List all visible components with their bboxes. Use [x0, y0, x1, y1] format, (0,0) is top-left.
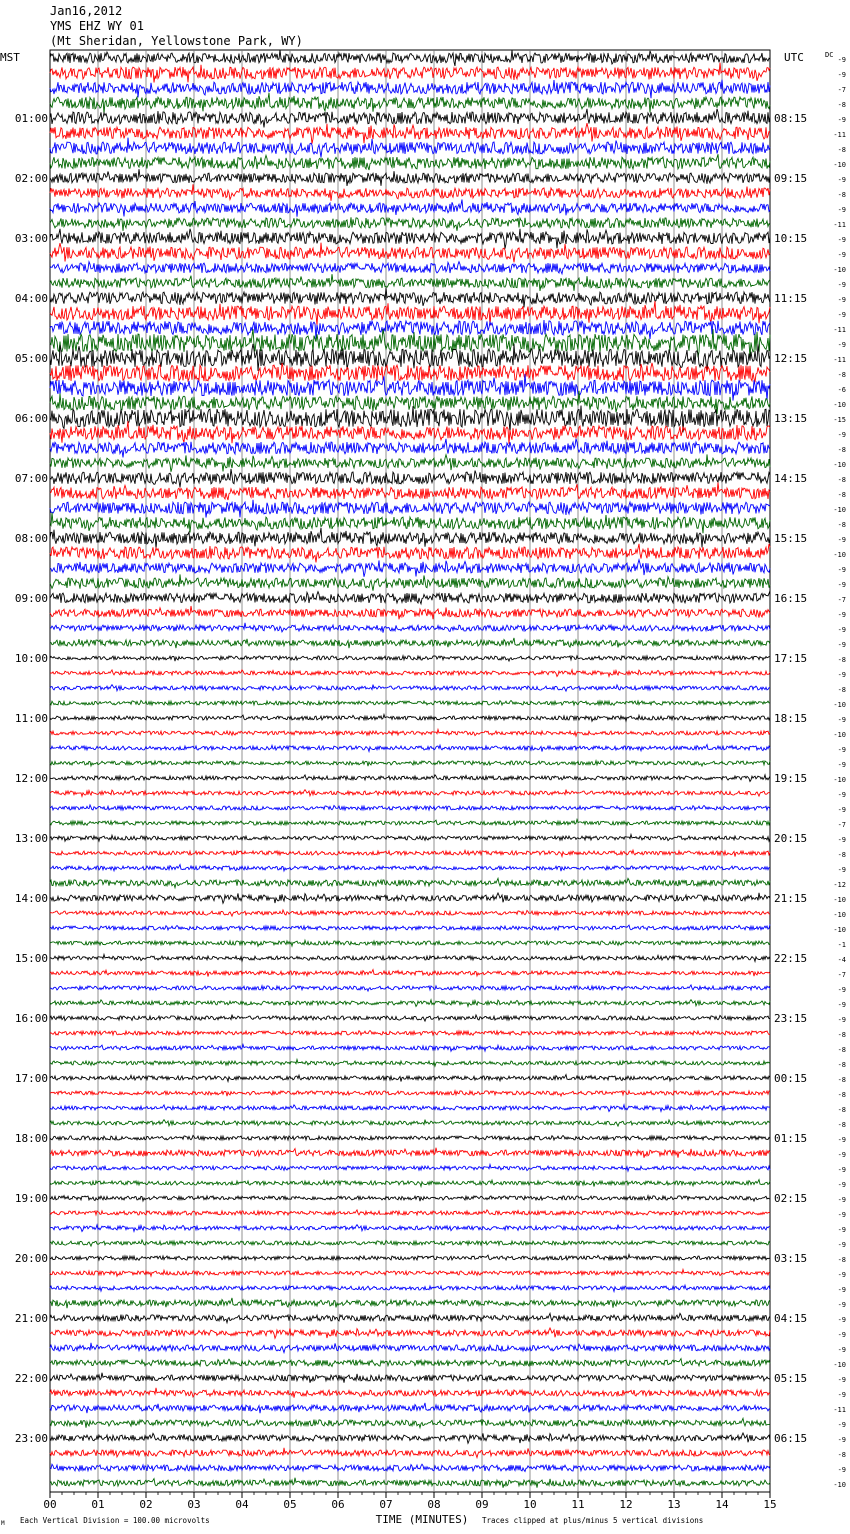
- trace-row: [50, 184, 770, 201]
- trace-row: [50, 985, 770, 991]
- left-hour-label: 12:00: [14, 772, 48, 785]
- vertical-division-note: Each Vertical Division = 100.00 microvolts: [20, 1516, 210, 1525]
- trace-row: [50, 138, 770, 158]
- trace-row: [50, 274, 770, 291]
- row-offset-label: -9: [837, 296, 846, 304]
- row-offset-label: -9: [837, 1421, 846, 1429]
- trace-row: [50, 93, 770, 114]
- right-hour-label: 09:15: [774, 172, 808, 185]
- trace-row: [50, 1298, 770, 1308]
- row-offset-label: -8: [837, 446, 846, 454]
- right-hour-label: 03:15: [774, 1252, 808, 1265]
- row-offset-label: -9: [837, 746, 846, 754]
- x-tick-label: 03: [187, 1498, 201, 1511]
- row-offset-label: -4: [837, 956, 846, 964]
- row-offset-label: -7: [837, 971, 846, 979]
- trace-row: [50, 1165, 770, 1172]
- trace-row: [50, 1210, 770, 1215]
- trace-row: [50, 1313, 770, 1322]
- row-offset-label: -15: [833, 416, 846, 424]
- trace-row: [50, 469, 770, 487]
- right-hour-label: 00:15: [774, 1072, 808, 1085]
- trace-row: [50, 1343, 770, 1353]
- left-hour-label: 07:00: [14, 472, 48, 485]
- trace-row: [50, 1464, 770, 1471]
- row-offset-label: -10: [833, 1361, 846, 1369]
- left-timezone-label: MST: [0, 51, 20, 64]
- trace-row: [50, 638, 770, 648]
- row-offset-label: -9: [837, 1166, 846, 1174]
- right-hour-label: 14:15: [774, 472, 808, 485]
- x-tick-label: 00: [43, 1498, 57, 1511]
- left-hour-label: 21:00: [14, 1312, 48, 1325]
- station-location: (Mt Sheridan, Yellowstone Park, WY): [50, 34, 303, 48]
- row-offset-label: -7: [837, 821, 846, 829]
- clipping-note: Traces clipped at plus/minus 5 vertical divisions: [482, 1516, 704, 1525]
- trace-row: [50, 1328, 770, 1338]
- trace-row: [50, 544, 770, 563]
- row-offset-label: -10: [833, 1481, 846, 1489]
- trace-row: [50, 1433, 770, 1443]
- row-offset-label: -8: [837, 521, 846, 529]
- left-hour-label: 04:00: [14, 292, 48, 305]
- left-hour-label: 01:00: [14, 112, 48, 125]
- trace-row: [50, 63, 770, 83]
- right-hour-label: 21:15: [774, 892, 808, 905]
- trace-row: [50, 560, 770, 577]
- row-offset-label: -9: [837, 116, 846, 124]
- trace-row: [50, 454, 770, 471]
- trace-row: [50, 1478, 770, 1488]
- trace-row: [50, 1418, 770, 1427]
- trace-row: [50, 606, 770, 619]
- x-axis-title: TIME (MINUTES): [375, 1513, 469, 1526]
- left-hour-label: 14:00: [14, 892, 48, 905]
- left-hour-label: 23:00: [14, 1432, 48, 1445]
- trace-row: [50, 80, 770, 99]
- row-offset-label: -8: [837, 1046, 846, 1054]
- trace-row: [50, 970, 770, 977]
- row-offset-label: -9: [837, 236, 846, 244]
- left-hour-label: 05:00: [14, 352, 48, 365]
- row-offset-label: -9: [837, 611, 846, 619]
- right-hour-label: 13:15: [774, 412, 808, 425]
- trace-row: [50, 1045, 770, 1052]
- trace-row: [50, 1403, 770, 1413]
- row-offset-label: -9: [837, 671, 846, 679]
- x-tick-label: 07: [379, 1498, 393, 1511]
- right-hour-label: 20:15: [774, 832, 808, 845]
- row-offset-label: -10: [833, 926, 846, 934]
- row-offset-label: -9: [837, 1211, 846, 1219]
- trace-row: [50, 820, 770, 826]
- right-hour-label: 12:15: [774, 352, 808, 365]
- row-offset-label: -9: [837, 1331, 846, 1339]
- trace-row: [50, 745, 770, 752]
- left-hour-label: 09:00: [14, 592, 48, 605]
- row-offset-label: -9: [837, 176, 846, 184]
- row-offset-label: -11: [833, 131, 846, 139]
- row-offset-label: -1: [837, 941, 846, 949]
- trace-row: [50, 574, 770, 590]
- row-offset-label: -8: [837, 371, 846, 379]
- trace-row: [50, 1120, 770, 1127]
- left-hour-label: 15:00: [14, 952, 48, 965]
- row-offset-label: -12: [833, 881, 846, 889]
- row-offset-label: -9: [837, 1391, 846, 1399]
- row-offset-label: -9: [837, 1271, 846, 1279]
- trace-row: [50, 1060, 770, 1067]
- row-offset-label: -8: [837, 1451, 846, 1459]
- dc-label: DC: [825, 51, 834, 59]
- row-offset-label: -9: [837, 806, 846, 814]
- row-offset-label: -9: [837, 866, 846, 874]
- row-offset-label: -10: [833, 911, 846, 919]
- trace-row: [50, 288, 770, 308]
- trace-row: [50, 1448, 770, 1458]
- row-offset-label: -8: [837, 1256, 846, 1264]
- right-hour-label: 15:15: [774, 532, 808, 545]
- row-offset-label: -9: [837, 581, 846, 589]
- trace-row: [50, 1225, 770, 1232]
- row-offset-label: -9: [837, 71, 846, 79]
- x-tick-label: 13: [667, 1498, 681, 1511]
- right-hour-label: 16:15: [774, 592, 808, 605]
- row-offset-label: -8: [837, 656, 846, 664]
- row-offset-label: -9: [837, 791, 846, 799]
- row-offset-label: -9: [837, 431, 846, 439]
- row-offset-label: -9: [837, 1016, 846, 1024]
- right-hour-label: 17:15: [774, 652, 808, 665]
- row-offset-label: -8: [837, 1091, 846, 1099]
- trace-row: [50, 1255, 770, 1261]
- trace-row: [50, 656, 770, 661]
- row-offset-label: -9: [837, 1316, 846, 1324]
- corner-mark: M: [1, 1520, 5, 1527]
- row-offset-label: -8: [837, 491, 846, 499]
- trace-row: [50, 685, 770, 692]
- row-offset-label: -10: [833, 161, 846, 169]
- row-offset-label: -10: [833, 701, 846, 709]
- right-hour-label: 08:15: [774, 112, 808, 125]
- row-offset-label: -9: [837, 641, 846, 649]
- trace-row: [50, 1105, 770, 1112]
- row-offset-label: -6: [837, 386, 846, 394]
- row-offset-label: -9: [837, 1436, 846, 1444]
- left-hour-label: 16:00: [14, 1012, 48, 1025]
- left-hour-label: 08:00: [14, 532, 48, 545]
- trace-row: [50, 1359, 770, 1367]
- row-offset-label: -8: [837, 851, 846, 859]
- left-hour-label: 17:00: [14, 1072, 48, 1085]
- row-offset-label: -9: [837, 536, 846, 544]
- row-offset-label: -8: [837, 1061, 846, 1069]
- row-offset-label: -8: [837, 146, 846, 154]
- trace-row: [50, 154, 770, 170]
- row-offset-label: -7: [837, 596, 846, 604]
- trace-row: [50, 50, 770, 66]
- trace-row: [50, 1091, 770, 1096]
- row-offset-label: -9: [837, 311, 846, 319]
- trace-row: [50, 439, 770, 458]
- trace-row: [50, 835, 770, 842]
- trace-row: [50, 1136, 770, 1141]
- trace-row: [50, 850, 770, 856]
- right-hour-label: 04:15: [774, 1312, 808, 1325]
- row-offset-label: -9: [837, 1301, 846, 1309]
- trace-row: [50, 217, 770, 231]
- row-offset-label: -9: [837, 986, 846, 994]
- row-offset-label: -10: [833, 401, 846, 409]
- row-offset-label: -10: [833, 266, 846, 274]
- row-offset-label: -9: [837, 836, 846, 844]
- row-offset-label: -8: [837, 1106, 846, 1114]
- trace-row: [50, 878, 770, 887]
- plot-date: Jan16,2012: [50, 4, 123, 18]
- row-offset-label: -9: [837, 1241, 846, 1249]
- trace-row: [50, 229, 770, 249]
- left-hour-label: 11:00: [14, 712, 48, 725]
- row-offset-label: -8: [837, 686, 846, 694]
- row-offset-label: -10: [833, 776, 846, 784]
- left-hour-label: 13:00: [14, 832, 48, 845]
- trace-row: [50, 1075, 770, 1082]
- x-tick-label: 10: [523, 1498, 537, 1511]
- row-offset-label: -9: [837, 566, 846, 574]
- x-tick-label: 08: [427, 1498, 441, 1511]
- left-hour-label: 02:00: [14, 172, 48, 185]
- row-offset-label: -8: [837, 1031, 846, 1039]
- row-offset-label: -7: [837, 86, 846, 94]
- trace-row: [50, 730, 770, 737]
- right-hour-label: 11:15: [774, 292, 808, 305]
- row-offset-label: -11: [833, 326, 846, 334]
- row-offset-label: -9: [837, 716, 846, 724]
- right-hour-label: 18:15: [774, 712, 808, 725]
- x-tick-label: 02: [139, 1498, 153, 1511]
- trace-row: [50, 701, 770, 706]
- trace-row: [50, 761, 770, 766]
- trace-row: [50, 591, 770, 604]
- row-offset-label: -8: [837, 191, 846, 199]
- left-hour-label: 20:00: [14, 1252, 48, 1265]
- row-offset-label: -10: [833, 731, 846, 739]
- row-offset-label: -9: [837, 56, 846, 64]
- right-timezone-label: UTC: [784, 51, 804, 64]
- trace-row: [50, 200, 770, 217]
- trace-row: [50, 528, 770, 549]
- x-tick-label: 11: [571, 1498, 585, 1511]
- trace-row: [50, 262, 770, 274]
- trace-row: [50, 865, 770, 872]
- trace-row: [50, 940, 770, 946]
- right-hour-label: 10:15: [774, 232, 808, 245]
- trace-row: [50, 109, 770, 128]
- trace-row: [50, 513, 770, 534]
- x-tick-label: 09: [475, 1498, 489, 1511]
- row-offset-label: -9: [837, 1136, 846, 1144]
- right-hour-label: 02:15: [774, 1192, 808, 1205]
- row-offset-label: -11: [833, 356, 846, 364]
- trace-row: [50, 1180, 770, 1187]
- x-tick-label: 06: [331, 1498, 345, 1511]
- x-tick-label: 15: [763, 1498, 777, 1511]
- right-hour-label: 05:15: [774, 1372, 808, 1385]
- trace-row: [50, 925, 770, 931]
- row-offset-label: -8: [837, 101, 846, 109]
- row-offset-label: -10: [833, 461, 846, 469]
- row-offset-label: -9: [837, 1226, 846, 1234]
- trace-row: [50, 169, 770, 186]
- row-offset-label: -9: [837, 1001, 846, 1009]
- trace-row: [50, 893, 770, 904]
- row-offset-label: -9: [837, 1466, 846, 1474]
- left-hour-label: 10:00: [14, 652, 48, 665]
- x-tick-label: 01: [91, 1498, 105, 1511]
- trace-row: [50, 1388, 770, 1398]
- trace-row: [50, 483, 770, 501]
- left-hour-label: 06:00: [14, 412, 48, 425]
- trace-row: [50, 1148, 770, 1158]
- right-hour-label: 19:15: [774, 772, 808, 785]
- row-offset-label: -9: [837, 1346, 846, 1354]
- trace-row: [50, 910, 770, 916]
- row-offset-label: -8: [837, 476, 846, 484]
- trace-row: [50, 955, 770, 962]
- left-hour-label: 19:00: [14, 1192, 48, 1205]
- row-offset-label: -9: [837, 1376, 846, 1384]
- right-hour-label: 06:15: [774, 1432, 808, 1445]
- right-hour-label: 22:15: [774, 952, 808, 965]
- row-offset-label: -9: [837, 626, 846, 634]
- trace-row: [50, 1031, 770, 1036]
- x-tick-label: 04: [235, 1498, 249, 1511]
- right-hour-label: 01:15: [774, 1132, 808, 1145]
- row-offset-label: -9: [837, 206, 846, 214]
- x-tick-label: 12: [619, 1498, 633, 1511]
- row-offset-label: -9: [837, 1181, 846, 1189]
- trace-row: [50, 1270, 770, 1277]
- trace-row: [50, 123, 770, 144]
- trace-row: [50, 715, 770, 722]
- trace-row: [50, 623, 770, 633]
- trace-row: [50, 1373, 770, 1383]
- trace-row: [50, 406, 770, 433]
- trace-row: [50, 1000, 770, 1007]
- x-tick-label: 14: [715, 1498, 729, 1511]
- station-id: YMS EHZ WY 01: [50, 19, 144, 33]
- left-hour-label: 22:00: [14, 1372, 48, 1385]
- row-offset-label: -8: [837, 1121, 846, 1129]
- trace-row: [50, 775, 770, 782]
- trace-row: [50, 243, 770, 263]
- trace-row: [50, 1015, 770, 1022]
- trace-row: [50, 374, 770, 401]
- row-offset-label: -9: [837, 761, 846, 769]
- trace-row: [50, 1196, 770, 1202]
- row-offset-label: -8: [837, 1076, 846, 1084]
- trace-row: [50, 301, 770, 325]
- trace-row: [50, 670, 770, 677]
- left-hour-label: 18:00: [14, 1132, 48, 1145]
- row-offset-label: -10: [833, 896, 846, 904]
- right-hour-label: 23:15: [774, 1012, 808, 1025]
- trace-row: [50, 805, 770, 810]
- trace-row: [50, 500, 770, 518]
- row-offset-label: -11: [833, 221, 846, 229]
- row-offset-label: -9: [837, 1151, 846, 1159]
- x-tick-label: 05: [283, 1498, 297, 1511]
- row-offset-label: -11: [833, 1406, 846, 1414]
- row-offset-label: -9: [837, 341, 846, 349]
- row-offset-label: -9: [837, 1286, 846, 1294]
- left-hour-label: 03:00: [14, 232, 48, 245]
- row-offset-label: -9: [837, 251, 846, 259]
- row-offset-label: -10: [833, 551, 846, 559]
- row-offset-label: -9: [837, 1196, 846, 1204]
- trace-row: [50, 790, 770, 797]
- trace-row: [50, 1285, 770, 1291]
- trace-row: [50, 1240, 770, 1246]
- row-offset-label: -10: [833, 506, 846, 514]
- row-offset-label: -9: [837, 281, 846, 289]
